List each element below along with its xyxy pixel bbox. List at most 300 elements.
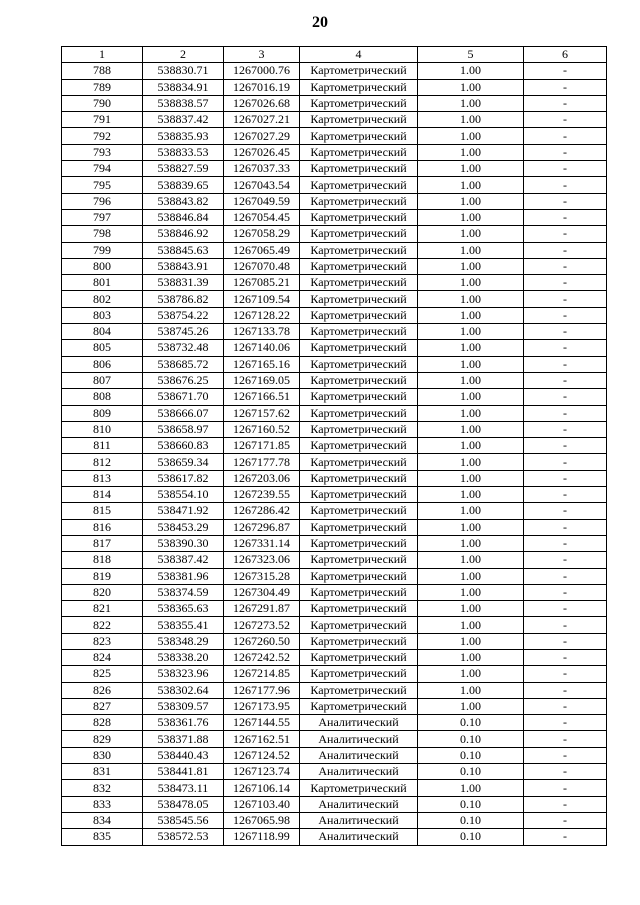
note-cell: - (524, 568, 607, 584)
note-cell: - (524, 829, 607, 845)
point-number-cell: 817 (62, 535, 143, 551)
table-row (62, 796, 607, 812)
y-coordinate-cell: 1267140.06 (224, 340, 300, 356)
y-coordinate-cell: 1267037.33 (224, 161, 300, 177)
note-cell: - (524, 796, 607, 812)
note-cell: - (524, 649, 607, 665)
method-cell: Картометрический (300, 324, 418, 340)
y-coordinate-cell: 1267165.16 (224, 356, 300, 372)
table-row (62, 356, 607, 372)
accuracy-cell: 1.00 (418, 389, 524, 405)
x-coordinate-cell: 538831.39 (143, 275, 224, 291)
method-cell: Картометрический (300, 372, 418, 388)
table-row (62, 633, 607, 649)
y-coordinate-cell: 1267260.50 (224, 633, 300, 649)
accuracy-cell: 1.00 (418, 698, 524, 714)
accuracy-cell: 1.00 (418, 291, 524, 307)
point-number-cell: 790 (62, 95, 143, 111)
note-cell: - (524, 633, 607, 649)
y-coordinate-cell: 1267273.52 (224, 617, 300, 633)
point-number-cell: 803 (62, 307, 143, 323)
accuracy-cell: 1.00 (418, 780, 524, 796)
x-coordinate-cell: 538833.53 (143, 144, 224, 160)
point-number-cell: 809 (62, 405, 143, 421)
table-row (62, 242, 607, 258)
x-coordinate-cell: 538838.57 (143, 95, 224, 111)
note-cell: - (524, 470, 607, 486)
accuracy-cell: 1.00 (418, 633, 524, 649)
accuracy-cell: 1.00 (418, 193, 524, 209)
y-coordinate-cell: 1267026.68 (224, 95, 300, 111)
accuracy-cell: 1.00 (418, 161, 524, 177)
point-number-cell: 806 (62, 356, 143, 372)
table-row (62, 666, 607, 682)
point-number-cell: 798 (62, 226, 143, 242)
table-row (62, 161, 607, 177)
y-coordinate-cell: 1267239.55 (224, 487, 300, 503)
x-coordinate-cell: 538745.26 (143, 324, 224, 340)
x-coordinate-cell: 538338.20 (143, 649, 224, 665)
point-number-cell: 825 (62, 666, 143, 682)
x-coordinate-cell: 538786.82 (143, 291, 224, 307)
point-number-cell: 826 (62, 682, 143, 698)
x-coordinate-cell: 538390.30 (143, 535, 224, 551)
note-cell: - (524, 584, 607, 600)
note-cell: - (524, 731, 607, 747)
note-cell: - (524, 275, 607, 291)
table-row (62, 63, 607, 79)
table-row (62, 324, 607, 340)
note-cell: - (524, 747, 607, 763)
method-cell: Аналитический (300, 747, 418, 763)
accuracy-cell: 1.00 (418, 666, 524, 682)
x-coordinate-cell: 538361.76 (143, 715, 224, 731)
table-row (62, 291, 607, 307)
note-cell: - (524, 438, 607, 454)
method-cell: Картометрический (300, 79, 418, 95)
method-cell: Картометрический (300, 258, 418, 274)
x-coordinate-cell: 538846.92 (143, 226, 224, 242)
point-number-cell: 793 (62, 144, 143, 160)
note-cell: - (524, 503, 607, 519)
x-coordinate-cell: 538845.63 (143, 242, 224, 258)
method-cell: Картометрический (300, 405, 418, 421)
y-coordinate-cell: 1267144.55 (224, 715, 300, 731)
method-cell: Картометрический (300, 503, 418, 519)
accuracy-cell: 1.00 (418, 421, 524, 437)
x-coordinate-cell: 538846.84 (143, 209, 224, 225)
y-coordinate-cell: 1267054.45 (224, 209, 300, 225)
accuracy-cell: 1.00 (418, 258, 524, 274)
y-coordinate-cell: 1267166.51 (224, 389, 300, 405)
y-coordinate-cell: 1267315.28 (224, 568, 300, 584)
x-coordinate-cell: 538666.07 (143, 405, 224, 421)
accuracy-cell: 1.00 (418, 682, 524, 698)
note-cell: - (524, 242, 607, 258)
y-coordinate-cell: 1267058.29 (224, 226, 300, 242)
note-cell: - (524, 487, 607, 503)
table-row (62, 128, 607, 144)
point-number-cell: 833 (62, 796, 143, 812)
note-cell: - (524, 63, 607, 79)
accuracy-cell: 1.00 (418, 535, 524, 551)
table-row (62, 764, 607, 780)
note-cell: - (524, 340, 607, 356)
point-number-cell: 804 (62, 324, 143, 340)
note-cell: - (524, 128, 607, 144)
y-coordinate-cell: 1267065.49 (224, 242, 300, 258)
accuracy-cell: 1.00 (418, 372, 524, 388)
table-row (62, 389, 607, 405)
x-coordinate-cell: 538371.88 (143, 731, 224, 747)
table-row (62, 503, 607, 519)
accuracy-cell: 1.00 (418, 470, 524, 486)
table-row (62, 95, 607, 111)
accuracy-cell: 0.10 (418, 764, 524, 780)
x-coordinate-cell: 538554.10 (143, 487, 224, 503)
method-cell: Аналитический (300, 764, 418, 780)
accuracy-cell: 1.00 (418, 584, 524, 600)
x-coordinate-cell: 538365.63 (143, 601, 224, 617)
note-cell: - (524, 405, 607, 421)
accuracy-cell: 1.00 (418, 568, 524, 584)
method-cell: Картометрический (300, 487, 418, 503)
accuracy-cell: 1.00 (418, 601, 524, 617)
note-cell: - (524, 193, 607, 209)
accuracy-cell: 1.00 (418, 438, 524, 454)
accuracy-cell: 1.00 (418, 649, 524, 665)
table-row (62, 193, 607, 209)
point-number-cell: 811 (62, 438, 143, 454)
y-coordinate-cell: 1267103.40 (224, 796, 300, 812)
table-row (62, 682, 607, 698)
note-cell: - (524, 144, 607, 160)
method-cell: Картометрический (300, 535, 418, 551)
table-row (62, 584, 607, 600)
method-cell: Картометрический (300, 242, 418, 258)
point-number-cell: 835 (62, 829, 143, 845)
point-number-cell: 813 (62, 470, 143, 486)
note-cell: - (524, 454, 607, 470)
method-cell: Аналитический (300, 731, 418, 747)
x-coordinate-cell: 538834.91 (143, 79, 224, 95)
method-cell: Картометрический (300, 584, 418, 600)
accuracy-cell: 1.00 (418, 144, 524, 160)
x-coordinate-cell: 538827.59 (143, 161, 224, 177)
point-number-cell: 807 (62, 372, 143, 388)
accuracy-cell: 0.10 (418, 747, 524, 763)
accuracy-cell: 1.00 (418, 209, 524, 225)
note-cell: - (524, 601, 607, 617)
method-cell: Картометрический (300, 438, 418, 454)
method-cell: Картометрический (300, 275, 418, 291)
table-row (62, 487, 607, 503)
point-number-cell: 819 (62, 568, 143, 584)
point-number-cell: 795 (62, 177, 143, 193)
x-coordinate-cell: 538545.56 (143, 812, 224, 828)
point-number-cell: 828 (62, 715, 143, 731)
method-cell: Картометрический (300, 144, 418, 160)
accuracy-cell: 1.00 (418, 177, 524, 193)
table-header-row (62, 47, 607, 63)
accuracy-cell: 1.00 (418, 242, 524, 258)
method-cell: Картометрический (300, 209, 418, 225)
accuracy-cell: 1.00 (418, 552, 524, 568)
y-coordinate-cell: 1267169.05 (224, 372, 300, 388)
point-number-cell: 789 (62, 79, 143, 95)
x-coordinate-cell: 538441.81 (143, 764, 224, 780)
method-cell: Картометрический (300, 128, 418, 144)
table-row (62, 209, 607, 225)
point-number-cell: 832 (62, 780, 143, 796)
x-coordinate-cell: 538381.96 (143, 568, 224, 584)
table-row (62, 649, 607, 665)
accuracy-cell: 1.00 (418, 405, 524, 421)
accuracy-cell: 0.10 (418, 812, 524, 828)
note-cell: - (524, 258, 607, 274)
x-coordinate-cell: 538309.57 (143, 698, 224, 714)
point-number-cell: 816 (62, 519, 143, 535)
note-cell: - (524, 226, 607, 242)
y-coordinate-cell: 1267291.87 (224, 601, 300, 617)
x-coordinate-cell: 538732.48 (143, 340, 224, 356)
note-cell: - (524, 780, 607, 796)
point-number-cell: 822 (62, 617, 143, 633)
y-coordinate-cell: 1267070.48 (224, 258, 300, 274)
method-cell: Картометрический (300, 454, 418, 470)
x-coordinate-cell: 538323.96 (143, 666, 224, 682)
method-cell: Картометрический (300, 307, 418, 323)
point-number-cell: 794 (62, 161, 143, 177)
x-coordinate-cell: 538572.53 (143, 829, 224, 845)
point-number-cell: 821 (62, 601, 143, 617)
point-number-cell: 812 (62, 454, 143, 470)
point-number-cell: 814 (62, 487, 143, 503)
note-cell: - (524, 209, 607, 225)
point-number-cell: 801 (62, 275, 143, 291)
x-coordinate-cell: 538453.29 (143, 519, 224, 535)
table-row (62, 812, 607, 828)
note-cell: - (524, 812, 607, 828)
accuracy-cell: 0.10 (418, 731, 524, 747)
method-cell: Картометрический (300, 161, 418, 177)
x-coordinate-cell: 538754.22 (143, 307, 224, 323)
table-row (62, 438, 607, 454)
x-coordinate-cell: 538658.97 (143, 421, 224, 437)
column-header: 5 (418, 47, 524, 63)
y-coordinate-cell: 1267286.42 (224, 503, 300, 519)
method-cell: Картометрический (300, 95, 418, 111)
table-row (62, 601, 607, 617)
point-number-cell: 829 (62, 731, 143, 747)
point-number-cell: 792 (62, 128, 143, 144)
method-cell: Картометрический (300, 291, 418, 307)
table-row (62, 698, 607, 714)
point-number-cell: 827 (62, 698, 143, 714)
table-row (62, 405, 607, 421)
table-row (62, 519, 607, 535)
method-cell: Аналитический (300, 796, 418, 812)
method-cell: Картометрический (300, 666, 418, 682)
y-coordinate-cell: 1267016.19 (224, 79, 300, 95)
accuracy-cell: 1.00 (418, 324, 524, 340)
method-cell: Аналитический (300, 812, 418, 828)
x-coordinate-cell: 538473.11 (143, 780, 224, 796)
x-coordinate-cell: 538374.59 (143, 584, 224, 600)
y-coordinate-cell: 1267304.49 (224, 584, 300, 600)
accuracy-cell: 0.10 (418, 829, 524, 845)
note-cell: - (524, 356, 607, 372)
method-cell: Картометрический (300, 617, 418, 633)
table-row (62, 829, 607, 845)
table-row (62, 780, 607, 796)
note-cell: - (524, 698, 607, 714)
column-header: 1 (62, 47, 143, 63)
y-coordinate-cell: 1267049.59 (224, 193, 300, 209)
accuracy-cell: 1.00 (418, 454, 524, 470)
method-cell: Картометрический (300, 193, 418, 209)
point-number-cell: 810 (62, 421, 143, 437)
x-coordinate-cell: 538671.70 (143, 389, 224, 405)
y-coordinate-cell: 1267027.21 (224, 112, 300, 128)
method-cell: Картометрический (300, 421, 418, 437)
y-coordinate-cell: 1267296.87 (224, 519, 300, 535)
accuracy-cell: 1.00 (418, 356, 524, 372)
point-number-cell: 834 (62, 812, 143, 828)
method-cell: Картометрический (300, 177, 418, 193)
table-row (62, 617, 607, 633)
method-cell: Картометрический (300, 698, 418, 714)
table-row (62, 112, 607, 128)
accuracy-cell: 1.00 (418, 617, 524, 633)
method-cell: Картометрический (300, 340, 418, 356)
point-number-cell: 820 (62, 584, 143, 600)
point-number-cell: 818 (62, 552, 143, 568)
accuracy-cell: 0.10 (418, 796, 524, 812)
accuracy-cell: 1.00 (418, 340, 524, 356)
y-coordinate-cell: 1267242.52 (224, 649, 300, 665)
table-row (62, 568, 607, 584)
method-cell: Аналитический (300, 715, 418, 731)
point-number-cell: 796 (62, 193, 143, 209)
table-row (62, 258, 607, 274)
x-coordinate-cell: 538355.41 (143, 617, 224, 633)
point-number-cell: 824 (62, 649, 143, 665)
accuracy-cell: 0.10 (418, 715, 524, 731)
y-coordinate-cell: 1267214.85 (224, 666, 300, 682)
y-coordinate-cell: 1267171.85 (224, 438, 300, 454)
x-coordinate-cell: 538617.82 (143, 470, 224, 486)
x-coordinate-cell: 538660.83 (143, 438, 224, 454)
point-number-cell: 815 (62, 503, 143, 519)
y-coordinate-cell: 1267106.14 (224, 780, 300, 796)
y-coordinate-cell: 1267000.76 (224, 63, 300, 79)
x-coordinate-cell: 538843.82 (143, 193, 224, 209)
y-coordinate-cell: 1267109.54 (224, 291, 300, 307)
table-row (62, 470, 607, 486)
point-number-cell: 799 (62, 242, 143, 258)
note-cell: - (524, 682, 607, 698)
point-number-cell: 802 (62, 291, 143, 307)
method-cell: Картометрический (300, 112, 418, 128)
x-coordinate-cell: 538685.72 (143, 356, 224, 372)
note-cell: - (524, 372, 607, 388)
method-cell: Картометрический (300, 519, 418, 535)
y-coordinate-cell: 1267026.45 (224, 144, 300, 160)
x-coordinate-cell: 538830.71 (143, 63, 224, 79)
note-cell: - (524, 666, 607, 682)
column-header: 3 (224, 47, 300, 63)
table-row (62, 144, 607, 160)
table-row (62, 307, 607, 323)
note-cell: - (524, 552, 607, 568)
table-row (62, 79, 607, 95)
x-coordinate-cell: 538387.42 (143, 552, 224, 568)
note-cell: - (524, 764, 607, 780)
accuracy-cell: 1.00 (418, 307, 524, 323)
y-coordinate-cell: 1267331.14 (224, 535, 300, 551)
y-coordinate-cell: 1267160.52 (224, 421, 300, 437)
accuracy-cell: 1.00 (418, 63, 524, 79)
column-header: 2 (143, 47, 224, 63)
table-row (62, 454, 607, 470)
point-number-cell: 805 (62, 340, 143, 356)
accuracy-cell: 1.00 (418, 487, 524, 503)
method-cell: Картометрический (300, 780, 418, 796)
method-cell: Картометрический (300, 633, 418, 649)
accuracy-cell: 1.00 (418, 503, 524, 519)
note-cell: - (524, 112, 607, 128)
point-number-cell: 830 (62, 747, 143, 763)
x-coordinate-cell: 538478.05 (143, 796, 224, 812)
x-coordinate-cell: 538440.43 (143, 747, 224, 763)
column-header: 6 (524, 47, 607, 63)
note-cell: - (524, 324, 607, 340)
y-coordinate-cell: 1267203.06 (224, 470, 300, 486)
note-cell: - (524, 177, 607, 193)
note-cell: - (524, 421, 607, 437)
table-row (62, 177, 607, 193)
point-number-cell: 823 (62, 633, 143, 649)
method-cell: Картометрический (300, 356, 418, 372)
y-coordinate-cell: 1267043.54 (224, 177, 300, 193)
point-number-cell: 791 (62, 112, 143, 128)
accuracy-cell: 1.00 (418, 519, 524, 535)
table-row (62, 421, 607, 437)
table-row (62, 535, 607, 551)
x-coordinate-cell: 538302.64 (143, 682, 224, 698)
x-coordinate-cell: 538471.92 (143, 503, 224, 519)
x-coordinate-cell: 538843.91 (143, 258, 224, 274)
y-coordinate-cell: 1267323.06 (224, 552, 300, 568)
method-cell: Картометрический (300, 601, 418, 617)
method-cell: Аналитический (300, 829, 418, 845)
coordinates-table (61, 46, 607, 846)
note-cell: - (524, 519, 607, 535)
note-cell: - (524, 389, 607, 405)
point-number-cell: 788 (62, 63, 143, 79)
note-cell: - (524, 617, 607, 633)
table-row (62, 372, 607, 388)
table-row (62, 731, 607, 747)
note-cell: - (524, 79, 607, 95)
y-coordinate-cell: 1267177.96 (224, 682, 300, 698)
method-cell: Картометрический (300, 226, 418, 242)
method-cell: Картометрический (300, 63, 418, 79)
note-cell: - (524, 535, 607, 551)
column-header: 4 (300, 47, 418, 63)
y-coordinate-cell: 1267128.22 (224, 307, 300, 323)
